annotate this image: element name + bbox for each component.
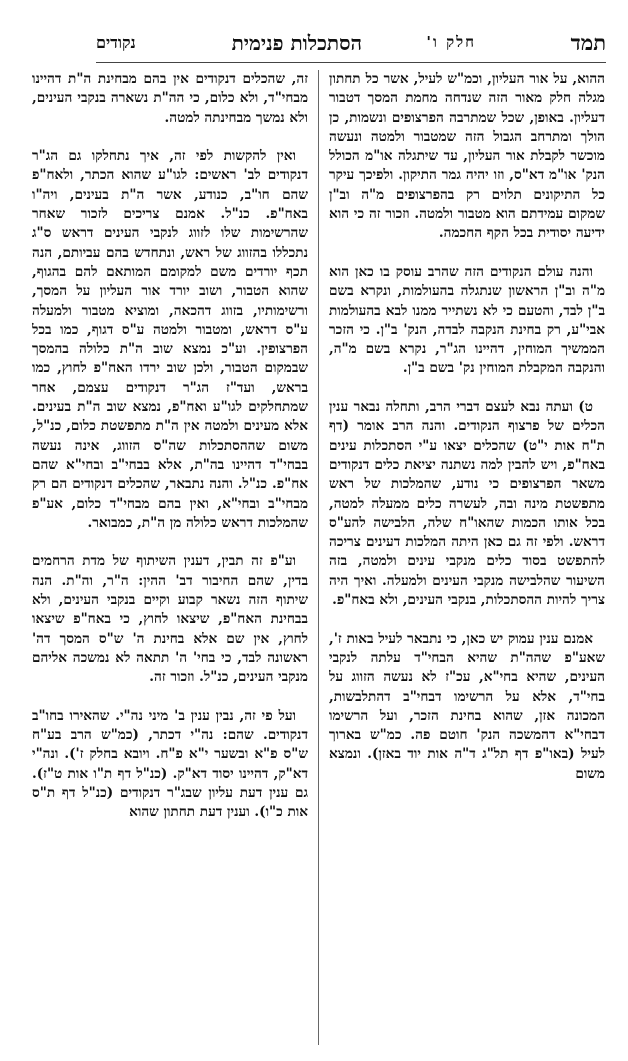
running-header [96, 30, 606, 60]
paragraph: זה, שהכלים דנקודים אין בהם מבחינת ה"ת דהיינו מבחי"ד, ולא כלום, כי הה"ת נשארה בנקבי העינים, ולא נמשך מבחינתה למטה. [32, 71, 308, 126]
right-column [329, 70, 605, 1045]
left-column [32, 70, 308, 1045]
paragraph: ועל פי זה, נבין ענין ב' מיני נה"י. שהאירו בחו"ב דנקודים. שהם: נה"י דכתר, (כמ"ש הרב בע"ח ש"ס פ"א ובשער י"א פ"ח. ויובא בחלק ז'). ונה"י דא"ק, דהיינו יסוד דא"ק. (כנ"ל דף ת"ו אות ט"ז). גם ענין דעת עליון שבג"ר דנקודים (כנ"ל דף ת"ס אות כ"ו). וענין דעת תחתון שהוא [32, 707, 308, 821]
paragraph: וע"פ זה תבין, דענין השיתוף של מדת הרחמים בדין, שהם החיבור דב' ההין: ה"ר, וה"ת. הנה שיתוף הזה נשאר קבוע וקיים בנקבי העינים, ולא בבחינת האח"פ, שיצאו לחוץ, כי באח"פ שיצאו לחוץ, אין שם אלא בחינת ה' ש"ס המסך דה' ראשונה לבד, כי בחי' ה' תתאה לא נמשכה אליהם מנקבי העינים, כנ"ל. וזכור זה. [32, 553, 308, 686]
paragraph: ט) ועתה נבא לעצם דברי הרב, ותחלה נבאר ענין הכלים של פרצוף הנקודים. והנה הרב אומר (דף ת"ח אות י"ט) שהכלים יצאו ע"י הסתכלות עינים באח"פ, ויש להבין למה נשתנה יציאת כלים דנקודים משאר הפרצופים כי נודע, שהמלכות של ראש מתפשטת מינה ובה, לעשרה כלים ממעלה למטה, בכל אותו הכמות שהאו"ח שלה, הלבישה להע"ס דראש. ולפי זה גם כאן היתה המלכות דעינים צריכה להתפשט בסוד כלים מנקבי עינים ולמטה, בזה השיעור שהלבישה מנקבי העינים ולמעלה. ואיך היה צריך להיות ההסתכלות, בנקבי העינים, ולא באח"פ. [329, 399, 605, 609]
paragraph: אמנם ענין עמוק יש כאן, כי נתבאר לעיל באות ז', שאע"פ שהה"ת שהיא הבחי"ד עלתה לנקבי העינים, שהיא בחי"א, עכ"ז לא נעשה הזווג על בחי"ד, אלא על הרשימו דבחי"ב דהתלבשות, המכונה אזן, שהוא בחינת הזכר, ועל הרשימו דבחי"א דהמשכה הנק' חוטם פה. כמ"ש בארוך לעיל (באו"פ דף תל"ג ד"ה אות יוד באזן). ונמצא משום [329, 630, 605, 782]
page-number: תמד [570, 30, 606, 55]
paragraph: והנה עולם הנקודים הזה שהרב עוסק בו כאן הוא מ"ה וב"ן הראשון שנתגלה בהעולמות, ונקרא בשם ב"ן לבד, והטעם כי לא נשתייר ממנו לבא בהעולמות אבי"ע, רק בחינת הנקבה לבדה, הנק' ב"ן. כי הזכר הממשיך המוחין, דהיינו הג"ר, נקרא בשם מ"ה, והנקבה המקבלת המוחין נק' בשם ב"ן. [329, 263, 605, 377]
part-label: חלק ו' [426, 33, 476, 51]
paragraph: ואין להקשות לפי זה, איך נתחלקו גם הג"ר דנקודים לב' ראשים: לגו"ע שהוא הכתר, ולאח"פ שהם חו"ב, כנודע, אשר ה"ת בעינים, ויה"ו באח"פ. כנ"ל. אמנם צריכים לזכור שאחר שהרשימות שלו לזווג לנקבי העינים דראש ס"ג נתכללו בהזווג של ראש, ונתחדש בהם עביותם, הנה תכף יורדים משם למקומם המותאם להם בהגוף, שהוא הטבור, ושוב יורד אור העליון על המסך, ורשימותיו, בזווג דהכאה, ומוציא מטבור ולמעלה ע"ס דראש, ומטבור ולמטה ע"ס דגוף, כמו בכל הפרצופין. וע"כ נמצא שוב ה"ת כלולה בהמסך שבמקום הטבור, ולכן שוב ירדו האח"פ לחוץ, כמו בראש, ועד"ז הג"ר דנקודים עצמם, אחר שמתחלקים לגו"ע ואח"פ, נמצא שוב ה"ת בעינים. אלא מעינים ולמטה אין ה"ת מתפשטת כלום, כנ"ל, משום שההסתכלות שה"ס הזווג, אינה נעשה בבחי"ד דהיינו בה"ת, אלא בבחי"ב ובחי"א שהם אח"פ. כנ"ל. והנה נתבאר, שהכלים דנקודים הם רק מבחי"ב ובחי"א, ואין בהם מבחי"ד כלום, אע"פ שהמלכות דראש כלולה מן ה"ת, כמבואר. [32, 148, 308, 531]
header-divider [96, 62, 606, 63]
column-divider [318, 70, 319, 1045]
section-name: נקודים [96, 33, 136, 52]
book-title: הסתכלות פנימית [231, 31, 362, 55]
paragraph: ההוא, על אור העליון, וכמ"ש לעיל, אשר כל תחתון מגלה חלק מאור הזה שנדחה מחמת המסך דטבור דעליון. באופן, שכל שמתרבה הפרצופים ונשמות, כן הולך ומתרחב הגבול הזה שמטבור ולמטה ונעשה מוכשר לקבלת אור העליון, עד שיתגלה או"מ הכולל הנק' או"מ דא"ס, וזו יהיה גמר התיקון. ולפיכך עיקר כל התיקונים תלוים רק בהפרצופים מ"ה וב"ן שמקום עמידתם הוא מטבור ולמטה. וזכור זה כי הוא ידיעה יסודית בכל הקף החכמה. [329, 71, 605, 242]
